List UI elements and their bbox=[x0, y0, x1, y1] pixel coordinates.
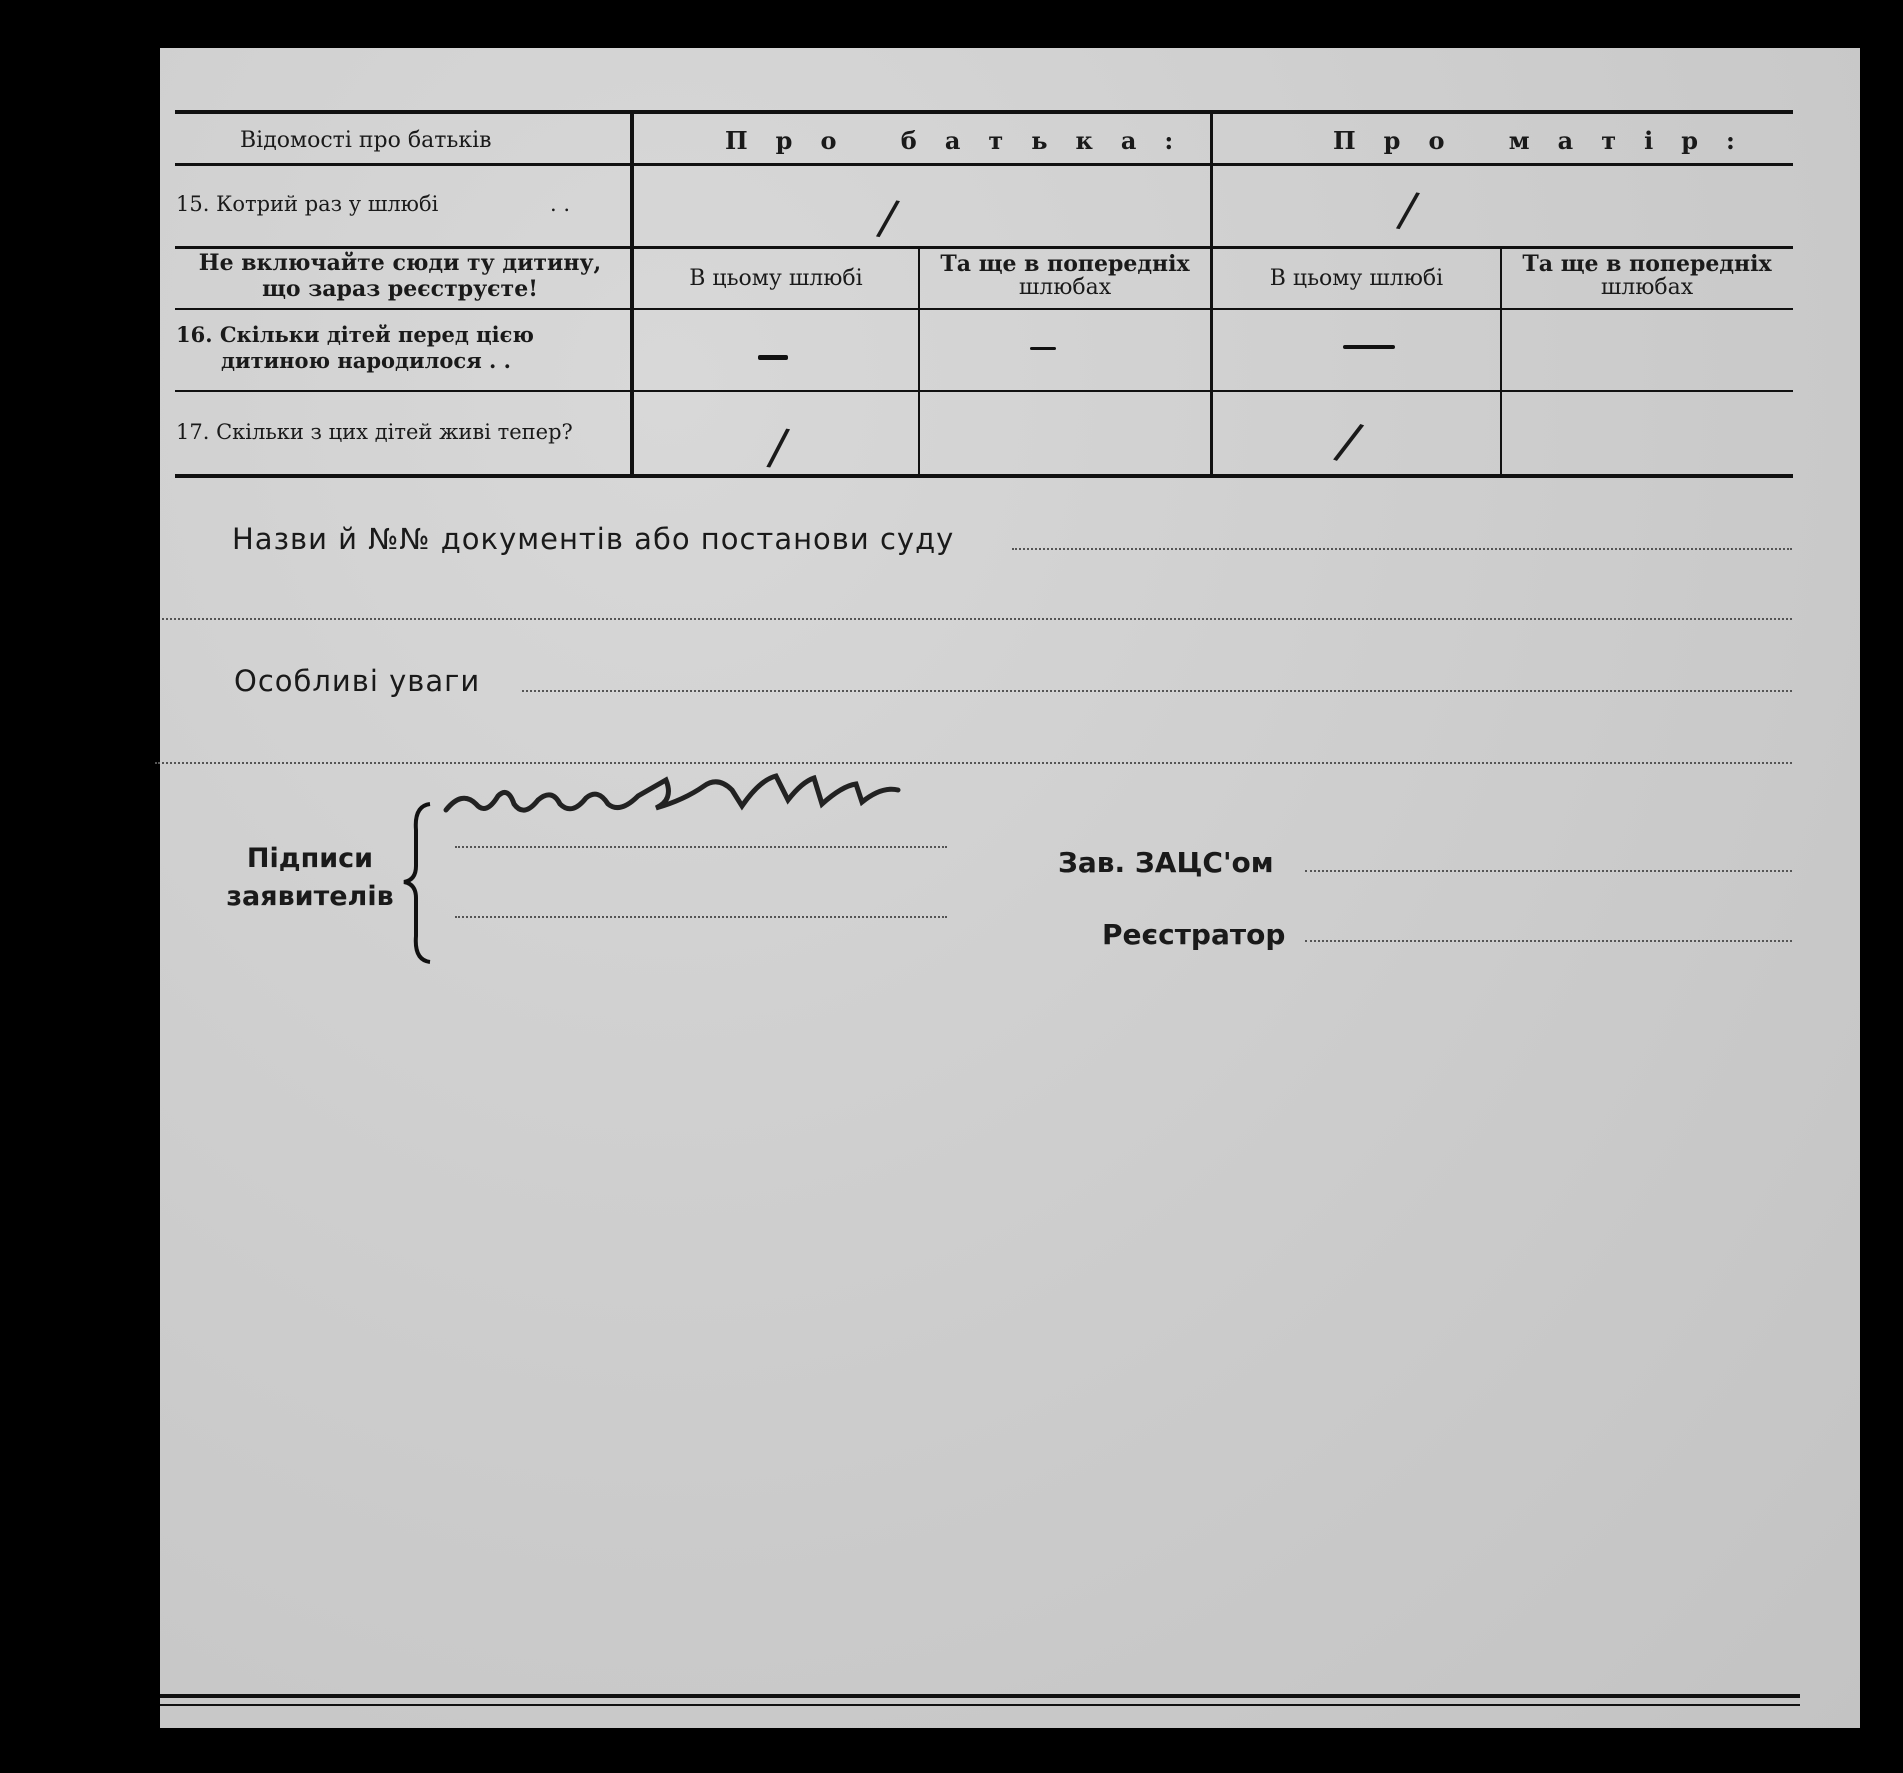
subheader-mother-previous-line-1: Та ще в попередніх bbox=[1522, 251, 1772, 277]
row-16-father-prev-dash bbox=[1030, 347, 1056, 350]
subheader-mother-this-marriage: В цьому шлюбі bbox=[1269, 266, 1444, 291]
table-top-rule bbox=[175, 110, 1793, 114]
applicant-signature-field-2[interactable] bbox=[455, 916, 947, 918]
applicant-signatures-line-1: Підписи bbox=[246, 843, 374, 874]
row-15-mother-value: / bbox=[1394, 180, 1422, 240]
table-bottom-rule bbox=[175, 474, 1793, 478]
row-16-label-line-1: 16. Скільки дітей перед цією bbox=[176, 322, 534, 347]
row-16-mother-this-dash bbox=[1343, 345, 1395, 349]
header-parents-info: Відомості про батьків bbox=[240, 128, 492, 153]
documents-label: Назви й №№ документів або постанови суду bbox=[232, 522, 955, 556]
special-notes-field-line-2[interactable] bbox=[155, 762, 1792, 764]
table-header-rule bbox=[175, 163, 1793, 166]
registrar-signature-field[interactable] bbox=[1305, 940, 1792, 942]
table-rule-2 bbox=[175, 246, 1793, 249]
subheader-father-previous-line-2: шлюбах bbox=[1018, 275, 1112, 300]
exclude-note-line-2: що зараз реєструєте! bbox=[262, 276, 538, 302]
row-16-label-line-2: дитиною народилося . . bbox=[221, 348, 511, 373]
applicant-signatures-line-2: заявителів bbox=[226, 881, 394, 912]
applicant-signature-field-1[interactable] bbox=[455, 846, 947, 848]
registry-head-signature-field[interactable] bbox=[1305, 870, 1792, 872]
row-17-mother-value: / bbox=[1330, 410, 1368, 474]
row-15-label: 15. Котрий раз у шлюбі bbox=[176, 192, 439, 216]
documents-field-line-2[interactable] bbox=[162, 618, 1792, 620]
bottom-rule-2 bbox=[160, 1704, 1800, 1706]
applicant-signatures-label bbox=[210, 840, 410, 916]
signature-brace bbox=[400, 800, 440, 965]
subheader-mother-previous bbox=[1502, 252, 1792, 300]
applicant-signature-scrawl bbox=[442, 760, 912, 830]
registry-head-label: Зав. ЗАЦС'ом bbox=[1058, 846, 1274, 879]
registrar-label: Реєстратор bbox=[1102, 918, 1286, 951]
subheader-father-previous bbox=[920, 252, 1210, 300]
row-15-dots: . . bbox=[550, 192, 571, 216]
table-rule-4 bbox=[175, 390, 1793, 392]
exclude-note-line-1: Не включайте сюди ту дитину, bbox=[198, 250, 602, 276]
col-divider-2 bbox=[1210, 112, 1213, 476]
header-mother: Про матір: bbox=[1333, 126, 1763, 155]
row-17-label: 17. Скільки з цих дітей живі тепер? bbox=[176, 420, 573, 444]
bottom-rule-1 bbox=[160, 1694, 1800, 1698]
subheader-mother-previous-line-2: шлюбах bbox=[1600, 275, 1694, 300]
subheader-father-previous-line-1: Та ще в попередніх bbox=[940, 251, 1190, 277]
table-rule-3 bbox=[175, 308, 1793, 310]
row-15-father-value: / bbox=[874, 188, 902, 248]
row-17-father-value: / bbox=[765, 416, 792, 478]
documents-field[interactable] bbox=[1012, 548, 1792, 550]
special-notes-label: Особливі уваги bbox=[234, 664, 481, 698]
col-divider-1 bbox=[630, 112, 634, 476]
header-father: Про батька: bbox=[725, 126, 1202, 155]
special-notes-field[interactable] bbox=[522, 690, 1792, 692]
row-16-label bbox=[176, 322, 534, 374]
row-16-father-this-dash bbox=[758, 355, 788, 360]
exclude-note bbox=[172, 250, 628, 302]
subheader-father-this-marriage: В цьому шлюбі bbox=[689, 266, 863, 291]
